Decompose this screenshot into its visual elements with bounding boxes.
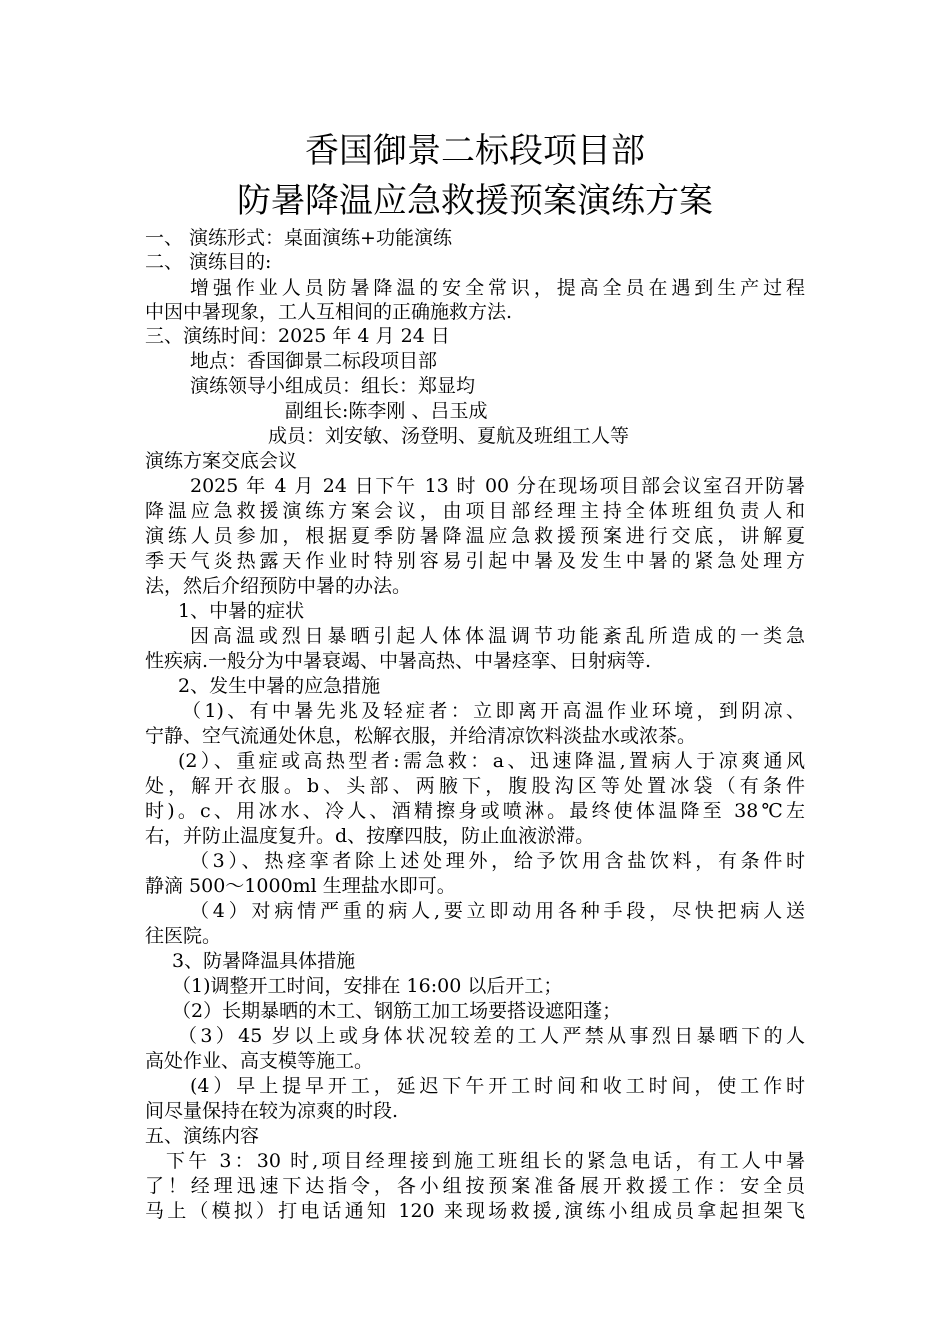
paragraph-line: 中因中暑现象，工人互相间的正确施救方法. [145,301,513,323]
members-line: 成员：刘安敏、汤登明、夏航及班组工人等 [268,425,630,447]
section-1-form: 一、 演练形式：桌面演练+功能演练 [145,227,452,249]
location-line: 地点：香国御景二标段项目部 [190,350,438,372]
measure-item: (4）早上提早开工，延迟下午开工时间和收工时间，使工作时 [190,1075,805,1097]
paragraph-line: 往医院。 [145,925,222,947]
paragraph-line: 降温应急救援演练方案会议，由项目部经理主持全体班组负责人和 [145,500,805,522]
paragraph-line: 宁静、空气流通处休息，松解衣服，并给清凉饮料淡盐水或浓茶。 [145,725,697,747]
section-5-heading: 五、演练内容 [145,1125,260,1147]
paragraph-line: 季天气炎热露天作业时特别容易引起中暑及发生中暑的紧急处理方 [145,550,805,572]
measure-item: （2）长期暴晒的木工、钢筋工加工场要搭设遮阳蓬； [172,1000,622,1022]
document-title: 香国御景二标段项目部 [305,131,645,171]
paragraph-line: 马上（模拟）打电话通知 120 来现场救援,演练小组成员拿起担架飞 [145,1200,805,1222]
paragraph-line: 法，然后介绍预防中暑的办法。 [145,575,412,597]
measure-item: （1)调整开工时间，安排在 16:00 以后开工； [172,975,563,997]
paragraph-line: 下午 3：30 时,项目经理接到施工班组长的紧急电话，有工人中暑 [166,1150,805,1172]
subheading-measures: 3、防暑降温具体措施 [172,950,356,972]
document-subtitle: 防暑降温应急救援预案演练方案 [237,181,713,221]
paragraph-line: （1)、有中暑先兆及轻症者：立即离开高温作业环境，到阴凉、 [182,700,805,722]
paragraph-line: 性疾病.一般分为中暑衰竭、中暑高热、中暑痉挛、日射病等. [145,650,652,672]
paragraph-line: 2025 年 4 月 24 日下午 13 时 00 分在现场项目部会议室召开防暑 [190,475,805,497]
paragraph-line: 右，并防止温度复升。d、按摩四肢，防止血液淤滞。 [145,825,595,847]
leader-line: 演练领导小组成员：组长：郑显均 [190,375,476,397]
paragraph-line: 处，解开衣服。b、头部、两腋下，腹股沟区等处置冰袋（有条件 [145,775,805,797]
paragraph-line: 时)。c、用冰水、冷人、酒精擦身或喷淋。最终使体温降至 38℃左 [145,800,805,822]
paragraph-line: 因高温或烈日暴晒引起人体体温调节功能紊乱所造成的一类急 [190,625,805,647]
section-2-heading: 二、 演练目的: [145,251,272,273]
paragraph-line: 静滴 500～1000ml 生理盐水即可。 [145,875,456,897]
measure-item: （3）45 岁以上或身体状况较差的工人严禁从事烈日暴晒下的人 [178,1025,805,1047]
subheading-symptoms: 1、中暑的症状 [178,600,305,622]
paragraph-line: 增强作业人员防暑降温的安全常识，提高全员在遇到生产过程 [190,277,805,299]
paragraph-line: 高处作业、高支模等施工。 [145,1050,374,1072]
paragraph-line: （4）对病情严重的病人,要立即动用各种手段，尽快把病人送 [190,900,805,922]
subheading-emergency: 2、发生中暑的应急措施 [178,675,381,697]
meeting-heading: 演练方案交底会议 [145,450,298,472]
paragraph-line: 演练人员参加，根据夏季防暑降温应急救援预案进行交底，讲解夏 [145,525,805,547]
paragraph-line: 了！经理迅速下达指令，各小组按预案准备展开救援工作：安全员 [145,1175,805,1197]
paragraph-line: 间尽量保持在较为凉爽的时段. [145,1100,399,1122]
paragraph-line: （3）、热痉挛者除上述处理外，给予饮用含盐饮料，有条件时 [190,850,805,872]
paragraph-line: (2）、重症或高热型者:需急救：a、迅速降温,置病人于凉爽通风 [178,750,805,772]
deputy-leader-line: 副组长:陈李刚 、吕玉成 [285,400,488,422]
section-3-time: 三、演练时间：2025 年 4 月 24 日 [145,325,450,347]
